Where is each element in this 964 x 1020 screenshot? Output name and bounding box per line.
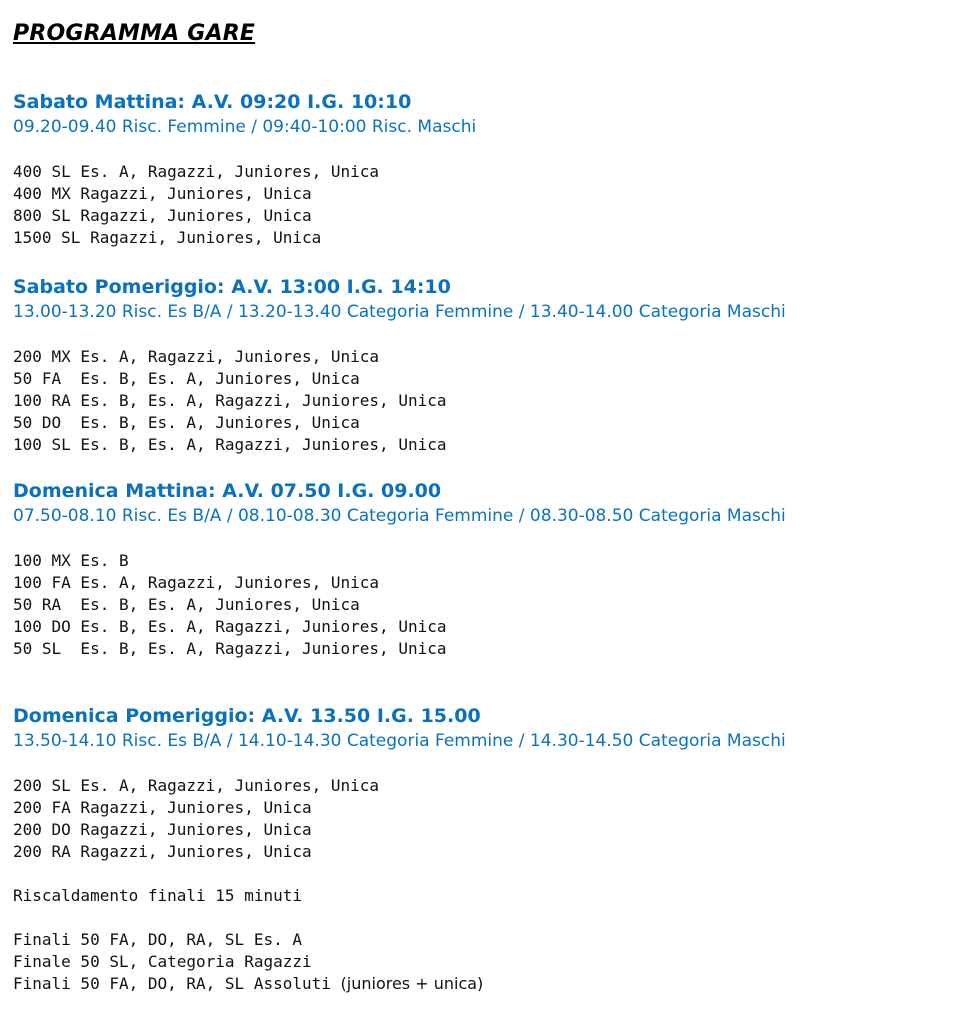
event-list [13,550,953,660]
section-sabato-pomeriggio [13,274,953,456]
event-item: 200 DO Ragazzi, Juniores, Unica [13,820,312,839]
finals-list [13,929,953,995]
section-warmup-schedule: 13.50-14.10 Risc. Es B/A / 14.10-14.30 Categoria Femmine / 14.30-14.50 Categoria Maschi [13,731,786,751]
section-domenica-mattina [13,478,953,660]
event-item: 50 FA Es. B, Es. A, Juniores, Unica [13,369,360,388]
warmup-note-text: Riscaldamento finali 15 minuti [13,886,302,905]
finals-item-suffix: (juniores + unica) [340,974,484,993]
event-item: 50 RA Es. B, Es. A, Juniores, Unica [13,595,360,614]
event-item: 50 SL Es. B, Es. A, Ragazzi, Juniores, Unica [13,639,447,658]
event-list [13,775,953,863]
event-item: 100 FA Es. A, Ragazzi, Juniores, Unica [13,573,380,592]
section-heading: Domenica Mattina: A.V. 07.50 I.G. 09.00 [13,480,442,502]
event-item: 200 SL Es. A, Ragazzi, Juniores, Unica [13,776,380,795]
event-item: 100 RA Es. B, Es. A, Ragazzi, Juniores, Unica [13,391,447,410]
event-item: 200 MX Es. A, Ragazzi, Juniores, Unica [13,347,380,366]
finals-item-text: Finali 50 FA, DO, RA, SL Assoluti [13,974,331,993]
section-heading: Sabato Pomeriggio: A.V. 13:00 I.G. 14:10 [13,276,451,298]
event-list [13,346,953,456]
event-item: 200 RA Ragazzi, Juniores, Unica [13,842,312,861]
event-list [13,161,953,249]
finals-item: Finale 50 SL, Categoria Ragazzi [13,952,312,971]
event-item: 400 MX Ragazzi, Juniores, Unica [13,184,312,203]
section-domenica-pomeriggio [13,703,953,863]
finals-item-assoluti [13,973,953,995]
event-item: 100 DO Es. B, Es. A, Ragazzi, Juniores, Unica [13,617,447,636]
finals-item: Finali 50 FA, DO, RA, SL Es. A [13,930,302,949]
event-item: 50 DO Es. B, Es. A, Juniores, Unica [13,413,360,432]
finals-warmup-note [13,885,953,907]
section-warmup-schedule: 09.20-09.40 Risc. Femmine / 09:40-10:00 Risc. Maschi [13,117,477,137]
section-warmup-schedule: 13.00-13.20 Risc. Es B/A / 13.20-13.40 Categoria Femmine / 13.40-14.00 Categoria Maschi [13,302,786,322]
section-warmup-schedule: 07.50-08.10 Risc. Es B/A / 08.10-08.30 Categoria Femmine / 08.30-08.50 Categoria Maschi [13,506,786,526]
event-item: 1500 SL Ragazzi, Juniores, Unica [13,228,322,247]
event-item: 100 SL Es. B, Es. A, Ragazzi, Juniores, Unica [13,435,447,454]
event-item: 100 MX Es. B [13,551,129,570]
event-item: 800 SL Ragazzi, Juniores, Unica [13,206,312,225]
section-heading: Domenica Pomeriggio: A.V. 13.50 I.G. 15.00 [13,705,481,727]
event-item: 400 SL Es. A, Ragazzi, Juniores, Unica [13,162,380,181]
event-item: 200 FA Ragazzi, Juniores, Unica [13,798,312,817]
section-sabato-mattina [13,89,953,249]
page-title: PROGRAMMA GARE [13,21,256,46]
section-heading: Sabato Mattina: A.V. 09:20 I.G. 10:10 [13,91,412,113]
